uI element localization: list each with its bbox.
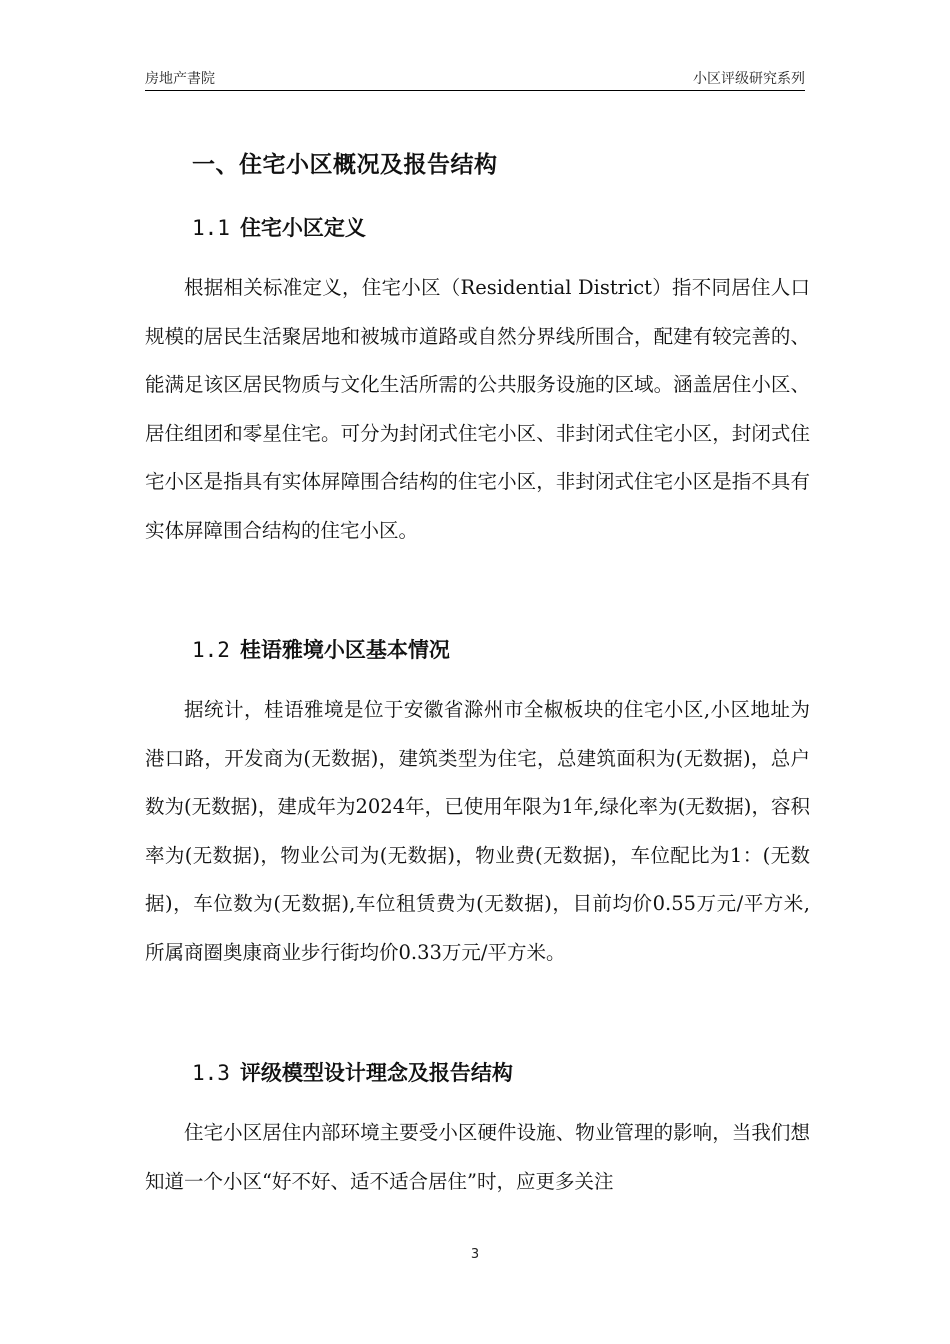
page-number: 3 [470,1247,480,1262]
section-heading-1-2 [192,634,450,664]
section-title: 桂语雅境小区基本情况 [239,638,450,662]
section-paragraph-1-2: 据统计，桂语雅境是位于安徽省滁州市全椒板块的住宅小区,小区地址为港口路，开发商为(无数据)，建筑类型为住宅，总建筑面积为(无数据)，总户数为(无数据)，建成年为2024年，已使用年限为1年,绿化率为(无数据)，容积率为(无数据)，物业公司为(无数据)，物业费(无数据)，车位配比为1：(无数据)，车位数为(无数据),车位租赁费为(无数据)，目前均价0.55万元/平方米,所属商圈奥康商业步行街均价0.33万元/平方米。 [145,698,810,964]
section-paragraph-1-3: 住宅小区居住内部环境主要受小区硬件设施、物业管理的影响，当我们想知道一个小区“好不好、适不适合居住”时，应更多关注 [145,1121,810,1193]
section-title: 评级模型设计理念及报告结构 [239,1061,513,1085]
section-paragraph-1-1: 根据相关标准定义，住宅小区（Residential District）指不同居住人口规模的居民生活聚居地和被城市道路或自然分界线所围合，配建有较完善的、能满足该区居民物质与文化生活所需的公共服务设施的区域。涵盖居住小区、居住组团和零星住宅。可分为封闭式住宅小区、非封闭式住宅小区，封闭式住宅小区是指具有实体屏障围合结构的住宅小区，非封闭式住宅小区是指不具有实体屏障围合结构的住宅小区。 [145,276,810,542]
section-heading-1-1 [192,212,366,242]
section-title: 住宅小区定义 [239,216,366,240]
header-series: 小区评级研究系列 [693,71,805,87]
header-publisher: 房地产書院 [145,71,215,87]
page-header [145,66,805,91]
section-heading-1-3 [192,1057,513,1087]
section-number: 1.2 [192,638,230,662]
chapter-title: 一、住宅小区概况及报告结构 [192,152,498,178]
section-number: 1.1 [192,216,230,240]
section-number: 1.3 [192,1061,230,1085]
